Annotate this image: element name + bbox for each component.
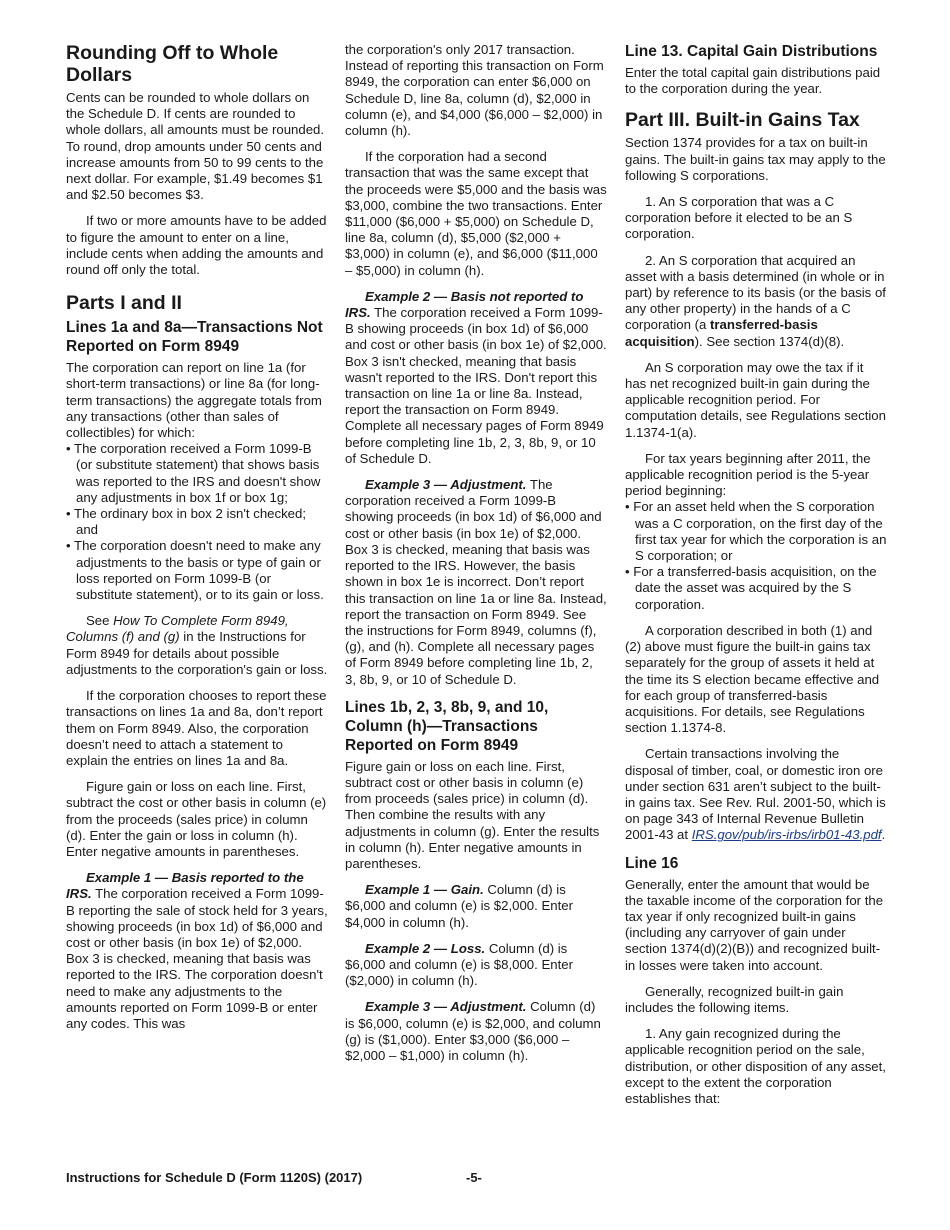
bullet-item: • The corporation doesn't need to make any adjustments to the basis or type of gain or loss reported on Form 1099-B (or substitute statement), or to its gain or loss. bbox=[66, 538, 324, 603]
paragraph: Example 1 — Basis reported to the IRS. The corporation received a Form 1099-B reporting the sale of stock held for 3 years, showing proceeds (in box 1d) of $6,000 and cost or other basis (in box 1e) of $2,000. Box 3 is checked, meaning that basis was reported to the IRS. The corporation doesn't need to make any adjustments to the amounts reported on Form 1099-B or enter any codes. This was bbox=[66, 870, 328, 1031]
paragraph: Generally, recognized built-in gain includes the following items. bbox=[625, 983, 844, 1015]
bullet-item: • For a transferred-basis acquisition, on the date the asset was acquired by the S corporation. bbox=[625, 564, 877, 612]
paragraph: Example 1 — Gain. Column (d) is $6,000 and column (e) is $2,000. Enter $4,000 in column (h). bbox=[345, 882, 573, 930]
bullet-item: • For an asset held when the S corporation was a C corporation, on the first day of the first tax year for which the corporation is an S corporation; or bbox=[625, 499, 887, 564]
paragraph: If the corporation chooses to report these transactions on lines 1a and 8a, don’t report them on Form 8949. Also, the corporation doesn’t need to attach a statement to explain the entries on lines 1a and 8a. bbox=[66, 688, 327, 768]
page-number: -5- bbox=[466, 1170, 482, 1185]
list-item: 2. An S corporation that acquired an asset with a basis determined (in whole or in part) by reference to its basis (or the basis of any other property) in the hands of a C corporation (a transferred-basis acquisition). See section 1374(d)(8). bbox=[625, 252, 886, 349]
paragraph: Example 2 — Basis not reported to IRS. The corporation received a Form 1099-B showing proceeds (in box 1d) of $6,000 and cost or other basis (in box 1e) of $2,000. Box 3 isn't checked, meaning that basis wasn't reported to the IRS. Don't report this transaction on line 1a or line 8a. Instead, report the transaction on Form 8949. Complete all necessary pages of Form 8949 before completing line 1b, 2, 3, 8b, 9, or 10 of Schedule D. bbox=[345, 288, 607, 466]
heading-lines-1a-8a: Lines 1a and 8a—Transactions Not Reported on Form 8949 bbox=[66, 319, 323, 356]
paragraph: For tax years beginning after 2011, the applicable recognition period is the 5-year period beginning: bbox=[625, 450, 871, 499]
column-3 bbox=[625, 42, 887, 1117]
heading-lines-1b: Lines 1b, 2, 3, 8b, 9, and 10, Column (h)—Transactions Reported on Form 8949 bbox=[345, 698, 549, 754]
bullet-item: • The corporation received a Form 1099-B (or substitute statement) that shows basis was reported to the IRS and doesn't show any adjustments in box 1f or box 1g; bbox=[66, 441, 321, 505]
column-2 bbox=[345, 42, 607, 1074]
paragraph: The corporation can report on line 1a (for short-term transactions) or line 8a (for long-term transactions) the aggregate totals from any transactions (other than sales of collectibles) for which: bbox=[66, 360, 322, 441]
paragraph: An S corporation may owe the tax if it has net recognized built-in gain during the applicable recognition period. For computation details, see Regulations section 1.1374-1(a). bbox=[625, 359, 886, 440]
bullet-item: • The ordinary box in box 2 isn't checked; and bbox=[66, 506, 307, 538]
paragraph: If the corporation had a second transaction that was the same except that the proceeds were $5,000 and the basis was $3,000, combine the two transactions. Enter $11,000 ($6,000 + $5,000) on Schedule D, line 8a, column (d), $5,000 ($2,000 + $3,000) in column (e), and $6,000 ($11,000 – $5,000) in column (h). bbox=[345, 149, 607, 278]
irb-link[interactable]: IRS.gov/pub/irs-irbs/irb01-43.pdf bbox=[691, 827, 882, 843]
paragraph: A corporation described in both (1) and (2) above must figure the built-in gains tax separately for the group of assets it held at the time its S election became effective and for each group of transferred-basis acquisitions. For details, see Regulations section 1.1374-8. bbox=[625, 622, 880, 736]
paragraph: Figure gain or loss on each line. First, subtract cost or other basis in column (e) from proceeds (sales price) in column (d). Then combine the results with any adjustments in column (g). Enter the results in column (h). Enter negative amounts in parentheses. bbox=[345, 758, 600, 871]
paragraph: If two or more amounts have to be added to figure the amount to enter on a line, include cents when adding the amounts and round off only the total. bbox=[66, 213, 327, 278]
paragraph: Section 1374 provides for a tax on built-in gains. The built-in gains tax may apply to the following S corporations. bbox=[625, 135, 886, 183]
paragraph: Cents can be rounded to whole dollars on the Schedule D. If cents are rounded to whole dollars, all amounts must be rounded. To round, drop amounts under 50 cents and increase amounts from 50 to 99 cents to the next dollar. For example, $1.49 becomes $1 and $2.50 becomes $3. bbox=[66, 90, 325, 203]
footer-title: Instructions for Schedule D (Form 1120S) (2017) bbox=[66, 1170, 363, 1185]
heading-line-16: Line 16 bbox=[625, 854, 679, 872]
list-item: 1. Any gain recognized during the applicable recognition period on the sale, distribution, or other disposition of any asset, except to the extent the corporation establishes that: bbox=[625, 1026, 886, 1106]
paragraph: Certain transactions involving the disposal of timber, coal, or domestic iron ore under section 631 aren’t subject to the built-in gains tax. See Rev. Rul. 2001-50, which is on page 343 of Internal Revenue Bulletin 2001-43 at IRS.gov/pub/irs-irbs/irb01-43.pdf. bbox=[625, 746, 886, 843]
heading-parts: Parts I and II bbox=[66, 292, 182, 315]
heading-part-3: Part III. Built-in Gains Tax bbox=[625, 109, 860, 132]
paragraph: Generally, enter the amount that would be the taxable income of the corporation for the tax year if only recognized built-in gains (including any carryover of gain under section 1374(d)(2)(B)) and recognized built-in losses were taken into account. bbox=[625, 876, 884, 973]
column-1 bbox=[66, 42, 328, 1042]
paragraph: Figure gain or loss on each line. First, subtract the cost or other basis in column (e) from the proceeds (sales price) in column (d). Enter the gain or loss in column (h). Enter negative amounts in parentheses. bbox=[66, 779, 327, 859]
heading-rounding: Rounding Off to Whole Dollars bbox=[66, 42, 279, 86]
paragraph: Example 3 — Adjustment. The corporation received a Form 1099-B showing proceeds (in box 1d) of $6,000 and cost or other basis (in box 1e) of $2,000. Box 3 is checked, meaning that basis was reported to the IRS. However, the basis shown in box 1e is incorrect. Don’t report this transaction on line 1a or line 8a. Instead, report the transaction on Form 8949. See the instructions for Form 8949, columns (f), (g), and (h). Complete all necessary pages of Form 8949 before completing line 1b, 2, 3, 8b, 9, or 10 of Schedule D. bbox=[345, 477, 607, 687]
paragraph: Example 2 — Loss. Column (d) is $6,000 and column (e) is $8,000. Enter ($2,000) in column (h). bbox=[345, 940, 573, 989]
paragraph: Example 3 — Adjustment. Column (d) is $6,000, column (e) is $2,000, and column (g) is ($1,000). Enter $3,000 ($6,000 – $2,000 – $1,000) in column (h). bbox=[345, 999, 601, 1063]
heading-line-13: Line 13. Capital Gain Distributions bbox=[625, 43, 878, 60]
paragraph: the corporation's only 2017 transaction. Instead of reporting this transaction on Form 8949, the corporation can enter $6,000 on Schedule D, line 8a, column (d), $2,000 in column (e), and $4,000 ($6,000 – $2,000) in column (h). bbox=[345, 42, 604, 139]
list-item: 1. An S corporation that was a C corporation before it elected to be an S corporation. bbox=[625, 194, 853, 242]
paragraph: See How To Complete Form 8949, Columns (f) and (g) in the Instructions for Form 8949 for details about possible adjustments to the corporation's gain or loss. bbox=[66, 613, 328, 677]
paragraph: Enter the total capital gain distributions paid to the corporation during the year. bbox=[625, 65, 881, 97]
